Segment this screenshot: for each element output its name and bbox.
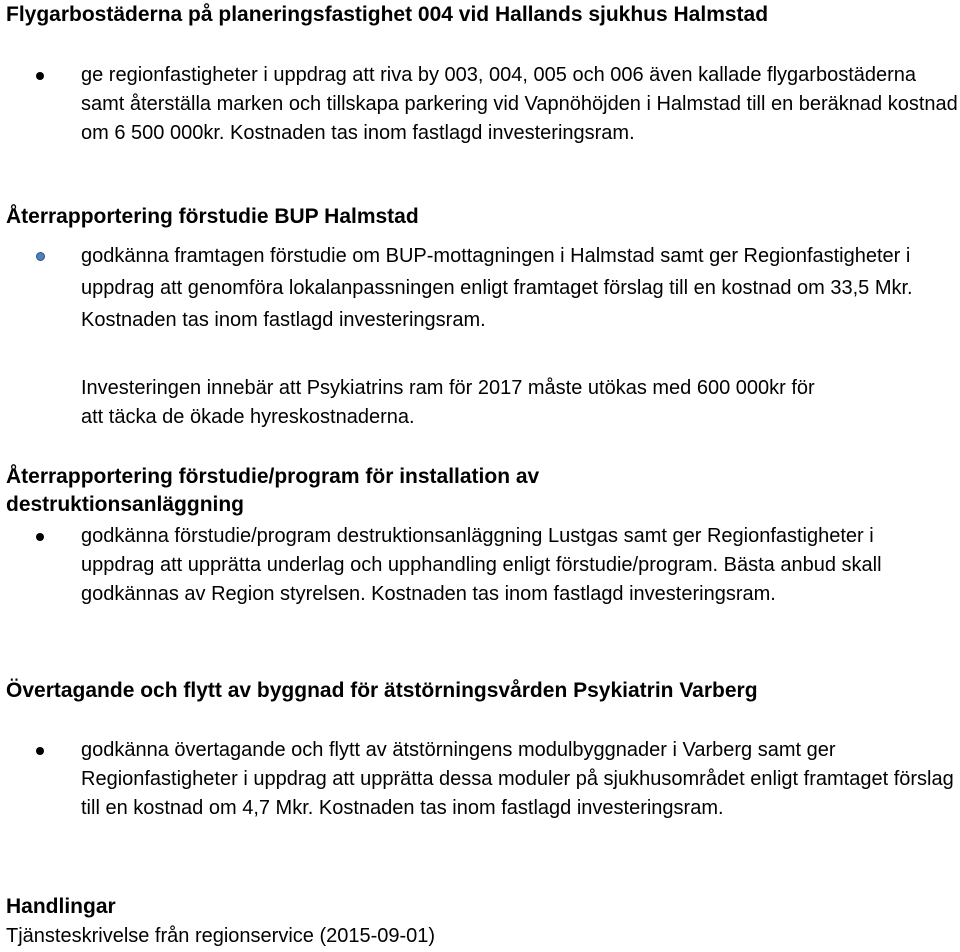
- bullet-icon: [36, 72, 44, 80]
- bullet-icon: [36, 533, 44, 541]
- section-heading: Flygarbostäderna på planeringsfastighet 004 vid Hallands sjukhus Halmstad: [6, 3, 769, 26]
- bullet-icon: [36, 252, 45, 261]
- handlingar-heading: Handlingar: [6, 895, 116, 918]
- bullet-text: godkänna förstudie/program destruktionsanläggning Lustgas samt ger Regionfastigheter i uppdrag att upprätta underlag och upphandling enligt förstudie/program. Bästa anbud skall godkännas av Region styrelsen. Kostnaden tas inom fastlagd investeringsram.: [81, 525, 882, 605]
- bullet-text: ge regionfastigheter i uppdrag att riva by 003, 004, 005 och 006 även kallade flygarbostäderna samt återställa marken och tillskapa parkering vid Vapnöhöjden i Halmstad till en beräknad kostnad om 6 500 000kr. Kostnaden tas inom fastlagd investeringsram.: [81, 64, 958, 144]
- bullet-text: godkänna övertagande och flytt av ätstörningens modulbyggnader i Varberg samt ger Regionfastigheter i uppdrag att upprätta dessa moduler på sjukhusområdet enligt framtaget förslag till en kostnad om 4,7 Mkr. Kostnaden tas inom fastlagd investeringsram.: [81, 739, 954, 819]
- bullet-icon: [36, 747, 44, 755]
- section-heading: Återrapportering förstudie BUP Halmstad: [6, 205, 419, 228]
- note-text: Investeringen innebär att Psykiatrins ram för 2017 måste utökas med 600 000kr för att täcka de ökade hyreskostnaderna.: [81, 377, 815, 428]
- section-heading: Övertagande och flytt av byggnad för ätstörningsvården Psykiatrin Varberg: [6, 679, 758, 702]
- handlingar-text: Tjänsteskrivelse från regionservice (2015-09-01): [6, 925, 436, 947]
- section-heading: Återrapportering förstudie/program för installation av destruktionsanläggning: [6, 465, 540, 516]
- bullet-text: godkänna framtagen förstudie om BUP-mottagningen i Halmstad samt ger Regionfastigheter i uppdrag att genomföra lokalanpassningen enligt framtaget förslag till en kostnad om 33,5 Mkr. Kostnaden tas inom fastlagd investeringsram.: [81, 245, 913, 331]
